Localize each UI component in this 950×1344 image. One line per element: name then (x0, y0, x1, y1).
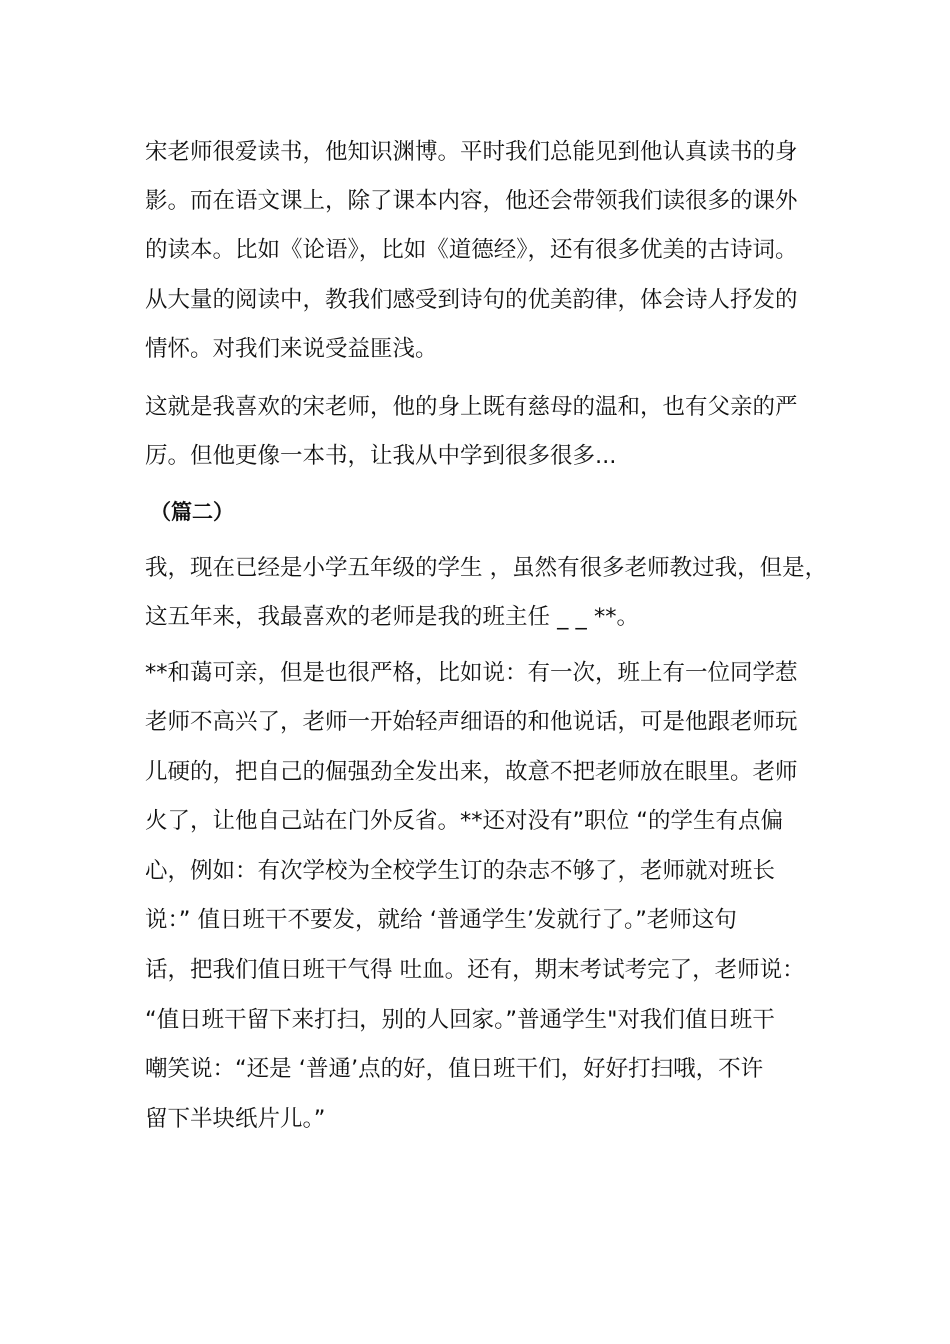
text-line: 心，例如：有次学校为全校学生订的杂志不够了，老师就对班长 (145, 858, 776, 884)
text-line: 我，现在已经是小学五年级的学生 ，虽然有很多老师教过我，但是， (145, 555, 828, 581)
text-line: 火了，让他自己站在门外反省。**还对没有”职位 “的学生有点偏 (145, 808, 783, 834)
text-line: 留下半块纸片儿。” (145, 1106, 326, 1132)
text-line: 老师不高兴了，老师一开始轻声细语的和他说话，可是他跟老师玩 (145, 709, 798, 735)
text-line: “值日班干留下来打扫，别的人回家。”普通学生"对我们值日班干 (145, 1007, 775, 1033)
text-line: 影。而在语文课上，除了课本内容，他还会带领我们读很多的课外 (145, 188, 798, 214)
text-line: 这五年来，我最喜欢的老师是我的班主任 _ _ **。 (145, 604, 639, 630)
text-line: **和蔼可亲，但是也很严格，比如说：有一次，班上有一位同学惹 (145, 660, 798, 686)
text-line: 宋老师很爱读书，他知识渊博。平时我们总能见到他认真读书的身 (145, 139, 798, 165)
text-line: 话，把我们值日班干气得 吐血。还有，期末考试考完了，老师说： (145, 957, 805, 983)
text-line: 从大量的阅读中，教我们感受到诗句的优美韵律，体会诗人抒发的 (145, 287, 798, 313)
text-line: 儿硬的，把自己的倔强劲全发出来，故意不把老师放在眼里。老师 (145, 759, 798, 785)
text-line: 厉。但他更像一本书，让我从中学到很多很多... (145, 443, 617, 469)
text-line: 的读本。比如《论语》，比如《道德经》，还有很多优美的古诗词。 (145, 237, 798, 263)
text-line: 说：” 值日班干不要发，就给 ‘普通学生’发就行了。”老师这句 (145, 907, 737, 933)
text-line: 情怀。对我们来说受益匪浅。 (145, 336, 438, 362)
text-line: 这就是我喜欢的宋老师，他的身上既有慈母的温和，也有父亲的严 (145, 394, 798, 420)
text-line: 嘲笑说：“还是 ‘普通’点的好，值日班干们，好好打扫哦，不许 (145, 1056, 764, 1082)
section-heading: （篇二） (150, 500, 234, 524)
